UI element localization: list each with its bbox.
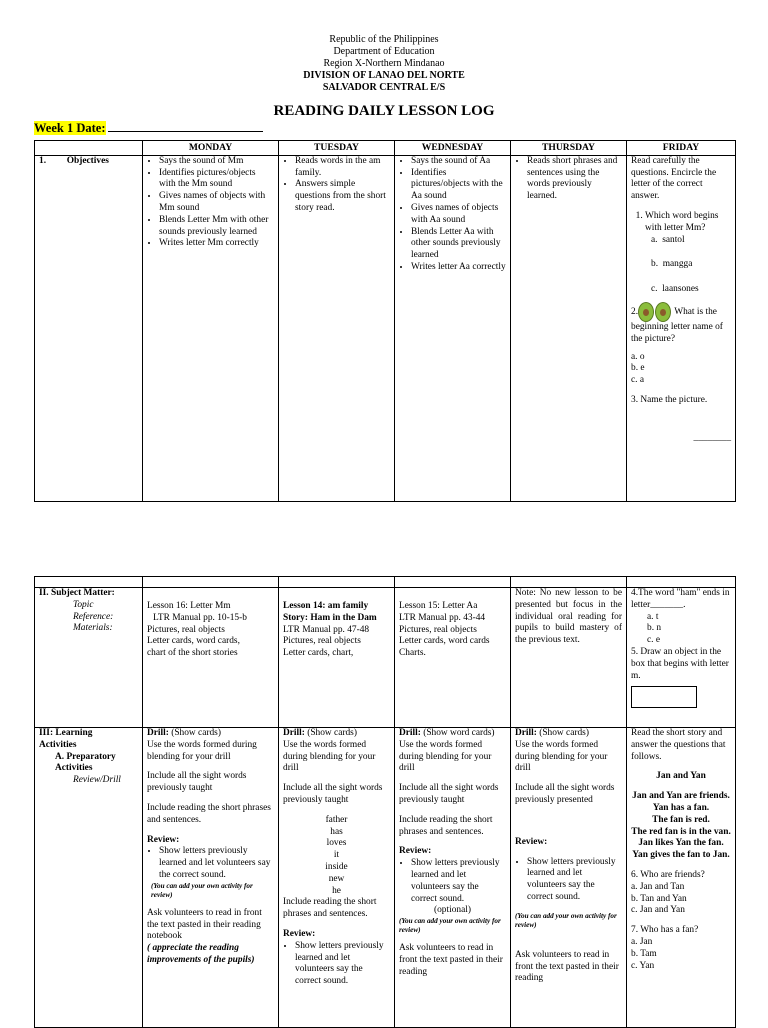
sub-wed-3: Pictures, real objects — [399, 624, 477, 635]
avocado-icon — [655, 302, 671, 322]
sub-wed-4: Letter cards, word cards — [399, 636, 490, 647]
obj-mon-4: • Blends Letter Mm with other sounds previously learned — [159, 215, 274, 239]
act-thu-review-item: • Show letters previously learned and let volunteers say the correct sound. — [527, 857, 622, 904]
day-friday: FRIDAY — [627, 141, 736, 156]
fri-q7-opt: b. Tam — [631, 948, 657, 959]
day-wednesday: WEDNESDAY — [395, 141, 511, 156]
story-line: The fan is red. — [652, 814, 710, 825]
objectives-table — [34, 140, 736, 502]
obj-mon-5: • Writes letter Mm correctly — [159, 238, 274, 250]
activities-monday — [143, 728, 279, 1028]
blank-cell — [395, 577, 511, 588]
sight-word: new — [328, 873, 345, 884]
act-wed-review: Review: — [399, 846, 432, 857]
act-tue-reading: Include reading the short phrases and sentences. — [283, 897, 377, 920]
act-tue-drill-note: (Show cards) — [307, 728, 357, 738]
drill-label: Drill: — [147, 728, 169, 738]
obj-thu-1: • Reads short phrases and sentences using the words previously learned. — [527, 156, 622, 203]
blank-cell — [627, 577, 736, 588]
act-mon-drill-text: Use the words formed during blending for your drill — [147, 739, 257, 762]
sub-wed-5: Charts. — [399, 648, 426, 659]
activities-label-2: Activities — [39, 739, 77, 750]
act-tue-drill-text: Use the words formed during blending for your drill — [283, 739, 376, 774]
act-thu-include: Include all the sight words previously presented — [515, 783, 615, 805]
sub-tue-5: Letter cards, chart, — [283, 648, 354, 659]
day-tuesday: TUESDAY — [279, 141, 395, 156]
act-mon-add-note: (You can add your own activity for review) — [151, 881, 253, 899]
fri-q1-opt-a: a. santol — [651, 234, 685, 245]
sight-word: he — [332, 885, 341, 896]
header-region: Region X-Northern Mindanao — [323, 58, 445, 69]
obj-mon-3: • Gives names of objects with Mm sound — [159, 191, 274, 215]
page-title: READING DAILY LESSON LOG — [273, 103, 495, 119]
drill-label: Drill: — [515, 728, 537, 738]
subject-tuesday — [279, 588, 395, 728]
story-line: Jan likes Yan the fan. — [638, 838, 724, 849]
fri-q7: 7. Who has a fan? — [631, 925, 699, 936]
activities-tuesday — [279, 728, 395, 1028]
sight-word: father — [325, 814, 348, 825]
date-line — [108, 131, 263, 132]
subject-label: II. Subject Matter: — [39, 588, 115, 598]
fri-q1-opt-b: b. mangga — [651, 259, 693, 270]
day-monday: MONDAY — [143, 141, 279, 156]
fri-intro: Read carefully the questions. Encircle the letter of the correct answer. — [631, 155, 717, 202]
review-drill-label: Review/Drill — [73, 775, 121, 786]
story-line: The red fan is in the van. — [631, 826, 731, 837]
subject-wednesday — [395, 588, 511, 728]
subject-label-cell — [35, 588, 143, 728]
sight-word: it — [333, 850, 340, 861]
sight-word: inside — [325, 861, 348, 872]
objectives-friday — [627, 155, 736, 501]
fri-q6-opt: c. Jan and Yan — [631, 905, 685, 916]
obj-mon-2: • Identifies pictures/objects with the Mm sound — [159, 168, 274, 192]
act-wed-drill-note: (Show word cards) — [423, 728, 495, 738]
act-mon-review-item: • Show letters previously learned and let volunteers say the correct sound. — [159, 846, 274, 881]
fri-q1: 1. Which word begins with letter Mm? — [645, 211, 731, 235]
act-mon-drill-note: (Show cards) — [171, 728, 221, 738]
sub-wed-2: LTR Manual pp. 43-44 — [399, 612, 486, 623]
sub-mon-5: chart of the short stories — [147, 648, 238, 659]
fri-q3-line: ________ — [693, 432, 731, 443]
blank-header — [35, 141, 143, 156]
subject-thursday — [511, 588, 627, 728]
story-line: Yan has a fan. — [652, 802, 710, 813]
act-tue-review: Review: — [283, 928, 316, 939]
act-wed-add-note: (You can add your own activity for review) — [399, 917, 501, 935]
obj-mon-1: • Says the sound of Mm — [159, 156, 274, 168]
activities-label-1: III: Learning — [39, 728, 93, 738]
reference-label: Reference: — [73, 611, 114, 622]
act-mon-ask: Ask volunteers to read in front the text pasted in their reading notebook — [147, 907, 262, 942]
objectives-monday — [143, 155, 279, 501]
sub-mon-4: Letter cards, word cards, — [147, 636, 240, 647]
obj-wed-3: • Gives names of objects with Aa sound — [411, 203, 506, 227]
story-line: Yan gives the fan to Jan. — [632, 850, 730, 861]
subject-friday — [627, 588, 736, 728]
header-division: DIVISION OF LANAO DEL NORTE — [303, 70, 465, 81]
drill-label: Drill: — [399, 728, 421, 738]
sub-tue-4: Pictures, real objects — [283, 636, 361, 647]
topic-label: Topic — [73, 599, 94, 610]
fri-q2-opt-b: b. e — [631, 363, 645, 374]
fri-q7-opt: a. Jan — [631, 936, 653, 947]
sub-mon-1: Lesson 16: Letter Mm — [147, 601, 231, 611]
fri-q4-opt-a: a. t — [647, 611, 659, 622]
sub-mon-2: LTR Manual pp. 10-15-b — [153, 612, 247, 623]
lesson-table — [34, 576, 736, 1028]
act-wed-optional: (optional) — [434, 905, 471, 916]
drawing-box[interactable] — [631, 686, 697, 708]
fri-q6-opt: a. Jan and Tan — [631, 881, 685, 892]
subject-monday — [143, 588, 279, 728]
fri-q2-opt-c: c. a — [631, 375, 645, 386]
act-wed-drill-text: Use the words formed during blending for your drill — [399, 739, 492, 774]
act-fri-intro: Read the short story and answer the questions that follows. — [631, 728, 726, 762]
act-tue-include: Include all the sight words previously taught — [283, 783, 383, 805]
act-wed-ask: Ask volunteers to read in front the text pasted in their reading — [399, 943, 503, 977]
sub-mon-3: Pictures, real objects — [147, 624, 225, 635]
act-wed-include: Include all the sight words previously taught — [399, 783, 499, 805]
activities-thursday — [511, 728, 627, 1028]
sight-word: has — [330, 826, 343, 837]
week-date — [34, 121, 263, 136]
fri-q1-opt-c: c. laansones — [651, 284, 699, 295]
sub-tue-2: Story: Ham in the Dam — [283, 612, 377, 623]
sub-tue-3: LTR Manual pp. 47-48 — [283, 624, 370, 635]
act-mon-include: Include all the sight words previously taught — [147, 771, 247, 794]
activities-label-cell — [35, 728, 143, 1028]
act-thu-review: Review: — [515, 836, 548, 847]
obj-wed-4: • Blends Letter Aa with other sounds previously learned — [411, 227, 506, 262]
blank-cell — [35, 577, 143, 588]
header-republic: Republic of the Philippines — [329, 34, 439, 45]
objectives-number: 1. — [39, 155, 47, 166]
fri-q5: 5. Draw an object in the box that begins with letter m. — [631, 646, 729, 681]
fri-q7-opt: c. Yan — [631, 960, 655, 971]
fri-q2-opt-a: a. o — [631, 351, 645, 362]
objectives-label: Objectives — [66, 155, 109, 166]
objectives-thursday — [511, 155, 627, 501]
sub-tue-1: Lesson 14: am family — [283, 601, 369, 611]
act-mon-reading: Include reading the short phrases and sentences. — [147, 802, 271, 825]
act-wed-reading: Include reading the short phrases and sentences. — [399, 814, 493, 837]
avocado-icon — [638, 302, 654, 322]
sub-wed-1: Lesson 15: Letter Aa — [399, 601, 478, 611]
header-department: Department of Education — [333, 46, 435, 57]
activities-wednesday — [395, 728, 511, 1028]
header-school: SALVADOR CENTRAL E/S — [322, 82, 446, 93]
materials-label: Materials: — [73, 623, 113, 634]
fri-q3: 3. Name the picture. — [631, 394, 708, 405]
obj-wed-1: • Says the sound of Aa — [411, 156, 506, 168]
act-thu-ask: Ask volunteers to read in front the text pasted in their reading — [515, 949, 619, 984]
blank-cell — [511, 577, 627, 588]
activities-friday — [627, 728, 736, 1028]
fri-q6-opt: b. Tan and Yan — [631, 893, 687, 904]
fri-q4: 4.The word "ham" ends in letter_______. — [631, 588, 730, 610]
obj-tue-2: • Answers simple questions from the short story read. — [295, 179, 390, 214]
act-thu-drill-note: (Show cards) — [539, 728, 589, 738]
act-mon-review: Review: — [147, 834, 180, 845]
act-thu-drill-text: Use the words formed during blending for your drill — [515, 739, 608, 774]
sight-word: loves — [326, 838, 347, 849]
preparatory-label: A. Preparatory Activities — [55, 751, 116, 774]
obj-wed-2: • Identifies pictures/objects with the Aa sound — [411, 168, 506, 203]
obj-wed-5: • Writes letter Aa correctly — [411, 262, 506, 274]
objectives-tuesday — [279, 155, 395, 501]
act-wed-review-item: • Show letters previously learned and let volunteers say the correct sound. — [411, 858, 506, 905]
drill-label: Drill: — [283, 728, 305, 738]
story-title: Jan and Yan — [656, 771, 706, 782]
fri-q4-opt-b: b. n — [647, 623, 662, 634]
act-thu-add-note: (You can add your own activity for review) — [515, 911, 617, 929]
obj-tue-1: • Reads words in the am family. — [295, 156, 390, 180]
act-tue-review-item: • Show letters previously learned and let volunteers say the correct sound. — [295, 941, 390, 988]
blank-cell — [279, 577, 395, 588]
story-line: Jan and Yan are friends. — [632, 791, 730, 802]
week-label: Week 1 Date: — [34, 121, 106, 135]
day-thursday: THURSDAY — [511, 141, 627, 156]
objectives-label-cell — [35, 155, 143, 501]
objectives-wednesday — [395, 155, 511, 501]
fri-q2: 2. What is the beginning letter name of the picture? — [631, 302, 731, 346]
fri-q6: 6. Who are friends? — [631, 869, 705, 880]
blank-cell — [143, 577, 279, 588]
sub-thu-note: Note: No new lesson to be presented but focus in the individual oral reading for pupils to build mastery of the previous text. — [515, 588, 622, 646]
fri-q4-opt-c: c. e — [647, 635, 661, 646]
act-mon-appreciate: ( appreciate the reading improvements of the pupils) — [147, 943, 255, 965]
